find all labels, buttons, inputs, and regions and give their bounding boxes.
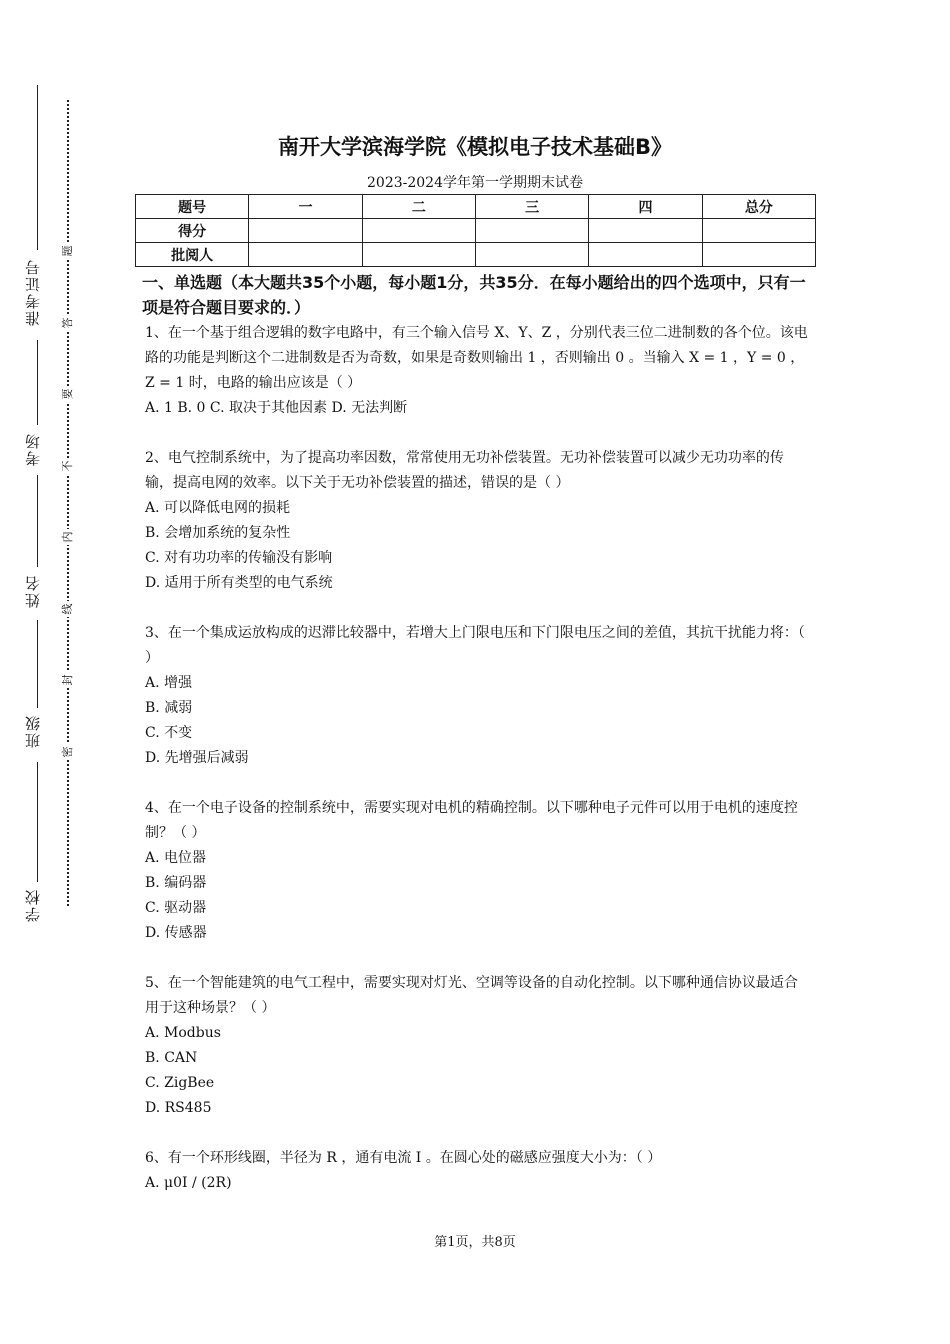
score-row [136, 219, 816, 243]
question-6 [145, 1146, 810, 1196]
option-a: A. μ0I / (2R) [145, 1175, 232, 1191]
option-c: C. 对有功功率的传输没有影响 [145, 550, 333, 566]
question-text: 2、电气控制系统中，为了提高功率因数，常常使用无功补偿装置。无功补偿装置可以减少无功功率的传输，提高电网的效率。以下关于无功补偿装置的描述，错误的是（ ） [145, 450, 784, 491]
option-d: D. RS485 [145, 1100, 212, 1116]
seal-char: 不 [61, 458, 75, 474]
question-4 [145, 796, 810, 946]
page-footer: 第1页，共8页 [434, 1235, 516, 1250]
score-table-cell: 题号 [136, 195, 249, 219]
score-table-cell: 得分 [136, 219, 249, 243]
question-2 [145, 446, 810, 596]
seal-dotted-line [67, 100, 69, 906]
name-label: 姓名 [24, 574, 42, 608]
seal-char: 内 [61, 529, 75, 545]
option-b: B. 编码器 [145, 875, 207, 891]
score-table-cell: 二 [362, 195, 475, 219]
seal-char: 题 [61, 243, 75, 259]
option-c: C. 驱动器 [145, 900, 207, 916]
score-input-cell[interactable] [475, 219, 588, 243]
grader-input-cell[interactable] [249, 243, 362, 267]
exam-content [142, 270, 810, 1221]
score-table-cell: 总分 [702, 195, 815, 219]
score-table-cell: 四 [589, 195, 702, 219]
score-table-cell: 批阅人 [136, 243, 249, 267]
grader-input-cell[interactable] [362, 243, 475, 267]
score-input-cell[interactable] [249, 219, 362, 243]
question-text: 4、在一个电子设备的控制系统中，需要实现对电机的精确控制。以下哪种电子元件可以用于电机的速度控制？（ ） [145, 800, 798, 841]
option-b: B. 会增加系统的复杂性 [145, 525, 291, 541]
seal-char: 答 [61, 315, 75, 331]
exam-id-line [37, 85, 38, 250]
school-label: 学校 [24, 888, 42, 922]
question-text: 3、在一个集成运放构成的迟滞比较器中，若增大上门限电压和下门限电压之间的差值，其抗干扰能力将：（ ） [145, 625, 805, 666]
option-a: A. 电位器 [145, 850, 207, 866]
question-text: 6、有一个环形线圈，半径为 R ，通有电流 I 。在圆心处的磁感应强度大小为：（ ） [145, 1150, 662, 1166]
seal-char: 密 [61, 744, 75, 760]
option-c: C. ZigBee [145, 1075, 215, 1091]
section-heading: 一、单选题（本大题共35个小题，每小题1分，共35分．在每小题给出的四个选项中，只有一项是符合题目要求的．） [142, 273, 806, 317]
option-d: D. 先增强后减弱 [145, 750, 249, 766]
option-b: B. 减弱 [145, 700, 193, 716]
exam-title: 南开大学滨海学院《模拟电子技术基础B》 [277, 135, 672, 159]
score-input-cell[interactable] [589, 219, 702, 243]
score-input-cell[interactable] [702, 219, 815, 243]
score-table-cell: 三 [475, 195, 588, 219]
name-line [37, 475, 38, 567]
grader-input-cell[interactable] [475, 243, 588, 267]
question-text: 1、在一个基于组合逻辑的数字电路中，有三个输入信号 X、Y、Z ，分别代表三位二进制数的各个位。该电路的功能是判断这个二进制数是否为奇数，如果是奇数则输出 1 ，否则输出 0 。当输入 X = 1 ，Y = 0 ，Z = 1 时，电路的输出应该是（ ） [145, 325, 808, 391]
school-line [37, 762, 38, 882]
seal-char: 要 [61, 386, 75, 402]
question-3 [145, 621, 810, 771]
option-a: A. 可以降低电网的损耗 [145, 500, 291, 516]
score-table [135, 194, 816, 267]
seal-char: 封 [61, 672, 75, 688]
question-5 [145, 971, 810, 1121]
option-d: D. 传感器 [145, 925, 207, 941]
grader-input-cell[interactable] [702, 243, 815, 267]
question-options: A. 1 B. 0 C. 取决于其他因素 D. 无法判断 [145, 400, 408, 416]
exam-subtitle: 2023-2024学年第一学期期末试卷 [367, 175, 583, 191]
score-table-cell: 一 [249, 195, 362, 219]
question-1 [145, 321, 810, 421]
score-table-header-row [136, 195, 816, 219]
exam-room-line [37, 340, 38, 425]
exam-id-label: 准考证号 [24, 258, 42, 326]
exam-room-label: 考场 [24, 432, 42, 466]
seal-char: 线 [61, 601, 75, 617]
option-a: A. 增强 [145, 675, 193, 691]
grader-input-cell[interactable] [589, 243, 702, 267]
score-input-cell[interactable] [362, 219, 475, 243]
class-line [37, 620, 38, 708]
option-a: A. Modbus [145, 1025, 221, 1041]
option-c: C. 不变 [145, 725, 193, 741]
option-b: B. CAN [145, 1050, 198, 1066]
grader-row [136, 243, 816, 267]
option-d: D. 适用于所有类型的电气系统 [145, 575, 333, 591]
question-text: 5、在一个智能建筑的电气工程中，需要实现对灯光、空调等设备的自动化控制。以下哪种通信协议最适合用于这种场景？（ ） [145, 975, 798, 1016]
class-label: 班级 [24, 714, 42, 748]
